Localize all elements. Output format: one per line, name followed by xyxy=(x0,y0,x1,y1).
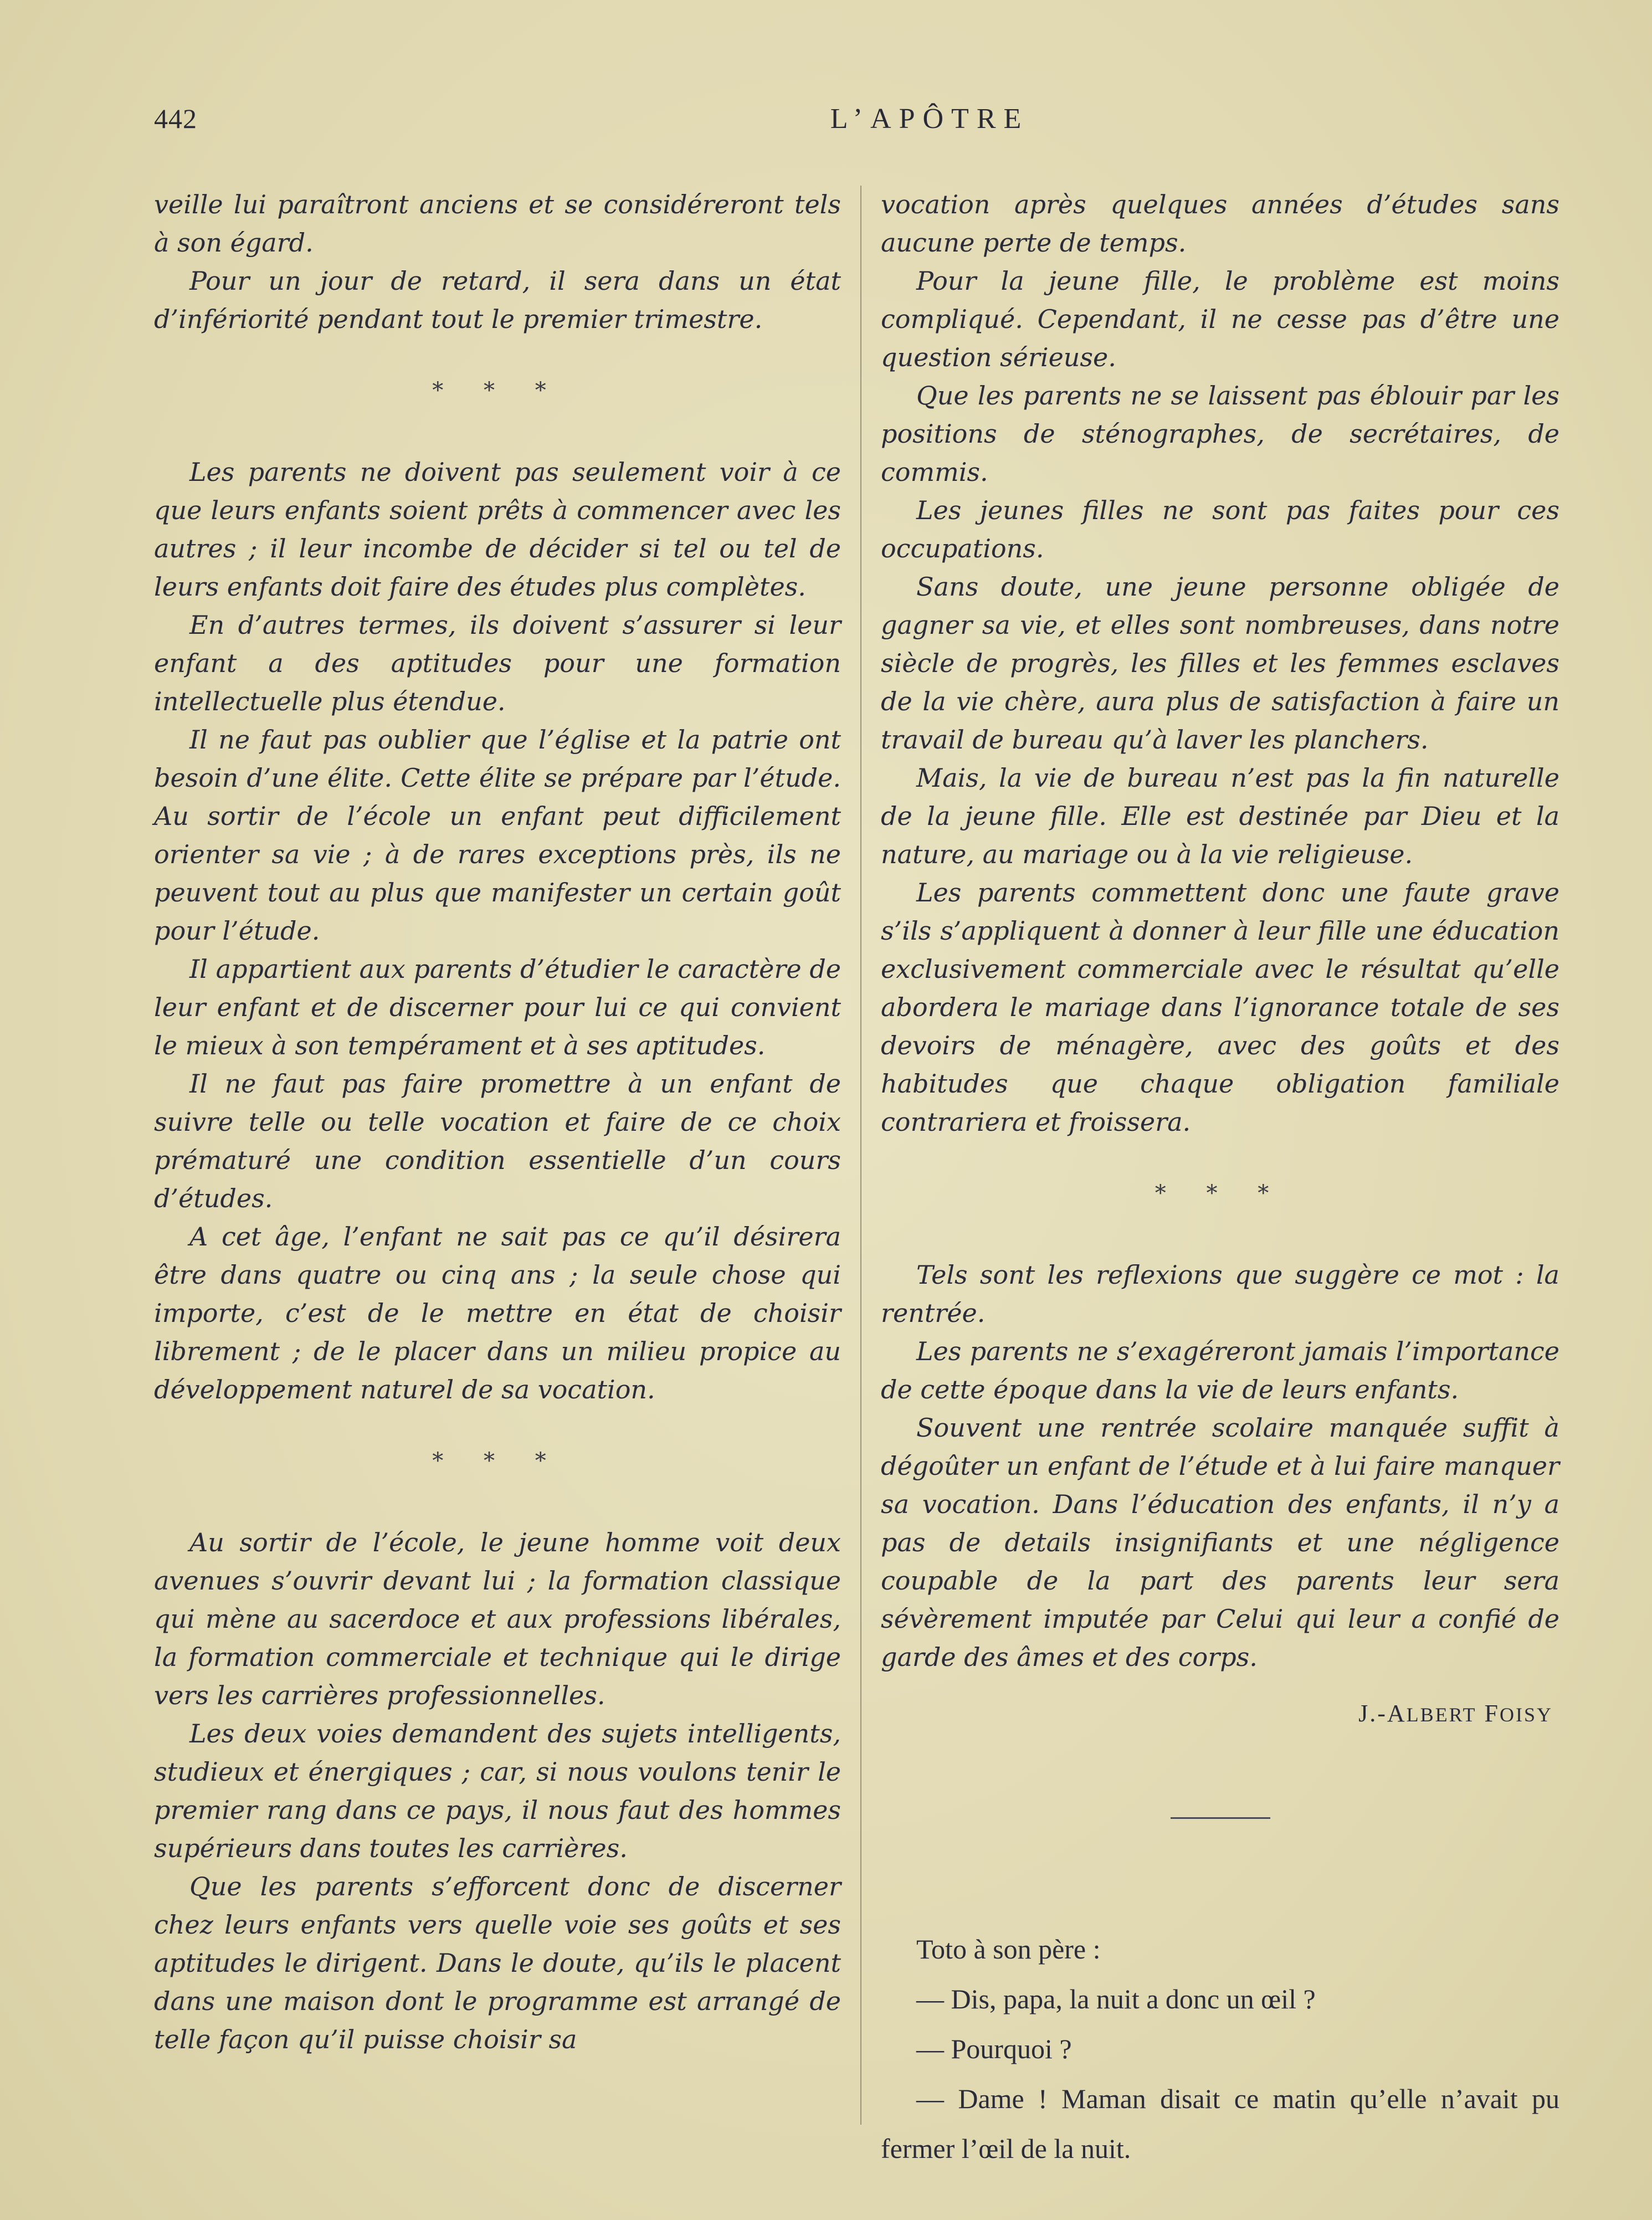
paragraph: Mais, la vie de bureau n’est pas la fin naturelle de la jeune fille. Elle est destinée par Dieu et la nature, au mariage ou à la vie religieuse. xyxy=(881,763,1559,869)
joke-anecdote xyxy=(881,1924,1559,2173)
signature-first-name-rest: LBERT xyxy=(1406,1704,1477,1726)
paragraph: Que les parents ne se laissent pas éblouir par les positions de sténographes, de secrétaires, de commis. xyxy=(881,381,1559,487)
paragraph: Il appartient aux parents d’étudier le caractère de leur enfant et de discerner pour lui ce qui convient le mieux à son tempérament et à ses aptitudes. xyxy=(154,954,841,1060)
column-rule xyxy=(860,186,861,2125)
paragraph: veille lui paraîtront anciens et se considéreront tels à son égard. xyxy=(154,189,841,258)
paragraph: Il ne faut pas oublier que l’église et la patrie ont besoin d’une élite. Cette élite se prépare par l’étude. Au sortir de l’école un enfant peut difficilement orienter sa vie ; à de rares exceptions près, ils ne peuvent tout au plus que manifester un certain goût pour l’étude. xyxy=(154,725,841,946)
section-separator: * * * xyxy=(432,378,563,403)
paragraph: En d’autres termes, ils doivent s’assurer si leur enfant a des aptitudes pour une formation intellectuelle plus étendue. xyxy=(154,610,841,716)
signature-initials: J.-A xyxy=(1358,1700,1407,1727)
section-separator: * * * xyxy=(432,1448,563,1474)
signature-last-name-rest: OISY xyxy=(1499,1704,1553,1726)
joke-line: — Pourquoi ? xyxy=(916,2033,1072,2064)
running-title: L’APÔTRE xyxy=(830,103,1029,135)
paragraph: Les parents ne s’exagéreront jamais l’importance de cette époque dans la vie de leurs enfants. xyxy=(881,1336,1559,1404)
joke-line: Toto à son père : xyxy=(916,1934,1101,1965)
paragraph: Que les parents s’efforcent donc de discerner chez leurs enfants vers quelle voie ses goûts et ses aptitudes le dirigent. Dans le doute, qu’ils le placent dans une maison dont le programme est arrangé de telle façon qu’il puisse choisir sa xyxy=(154,1872,841,2054)
paragraph: Pour la jeune fille, le problème est moins compliqué. Cependant, il ne cesse pas d’être une question sérieuse. xyxy=(881,266,1559,372)
paragraph: Tels sont les reflexions que suggère ce mot : la rentrée. xyxy=(881,1260,1559,1328)
signature-last-initial: F xyxy=(1484,1700,1500,1727)
right-column xyxy=(881,186,1559,2173)
paragraph: Les deux voies demandent des sujets intelligents, studieux et énergiques ; car, si nous voulons tenir le premier rang dans ce pays, il nous faut des hommes supérieurs dans toutes les carrières. xyxy=(154,1719,841,1863)
page-number: 442 xyxy=(154,103,197,134)
joke-line: — Dame ! Maman disait ce matin qu’elle n’avait pu fermer l’œil de la nuit. xyxy=(881,2083,1559,2164)
section-separator: * * * xyxy=(1155,1181,1286,1206)
paragraph: Il ne faut pas faire promettre à un enfant de suivre telle ou telle vocation et faire de ce choix prématuré une condition essentielle d’un cours d’études. xyxy=(154,1069,841,1213)
author-signature xyxy=(881,1694,1559,1734)
paragraph: Les parents ne doivent pas seulement voir à ce que leurs enfants soient prêts à commencer avec les autres ; il leur incombe de décider si tel ou tel de leurs enfants doit faire des études plus complètes. xyxy=(154,457,841,602)
divider-line xyxy=(1171,1817,1270,1819)
joke-line: — Dis, papa, la nuit a donc un œil ? xyxy=(916,1983,1316,2014)
paragraph: Au sortir de l’école, le jeune homme voit deux avenues s’ouvrir devant lui ; la formation classique qui mène au sacerdoce et aux professions libérales, la formation commerciale et technique qui le dirige vers les carrières professionnelles. xyxy=(154,1527,841,1710)
paragraph: Pour un jour de retard, il sera dans un état d’infériorité pendant tout le premier trimestre. xyxy=(154,266,841,334)
paragraph: vocation après quelques années d’études sans aucune perte de temps. xyxy=(881,189,1559,258)
page-header xyxy=(154,102,1550,141)
paragraph: Les jeunes filles ne sont pas faites pour ces occupations. xyxy=(881,495,1559,563)
left-column xyxy=(154,186,841,2059)
paragraph: Souvent une rentrée scolaire manquée suffit à dégoûter un enfant de l’étude et à lui faire manquer sa vocation. Dans l’éducation des enfants, il n’y a pas de details insignifiants et une négligence coupable de la part des parents leur sera sévèrement imputée par Celui qui leur a confié de garde des âmes et des corps. xyxy=(881,1413,1559,1672)
paragraph: Sans doute, une jeune personne obligée de gagner sa vie, et elles sont nombreuses, dans notre siècle de progrès, les filles et les femmes esclaves de la vie chère, aura plus de satisfaction à faire un travail de bureau qu’à laver les planchers. xyxy=(881,572,1559,755)
paragraph: A cet âge, l’enfant ne sait pas ce qu’il désirera être dans quatre ou cinq ans ; la seule chose qui importe, c’est de le mettre en état de choisir librement ; de le placer dans un milieu propice au développement naturel de sa vocation. xyxy=(154,1222,841,1404)
paragraph: Les parents commettent donc une faute grave s’ils s’appliquent à donner à leur fille une éducation exclusivement commerciale avec le résultat qu’elle abordera le mariage dans l’ignorance totale de ses devoirs de ménagère, avec des goûts et des habitudes que chaque obligation familiale contrariera et froissera. xyxy=(881,878,1559,1137)
